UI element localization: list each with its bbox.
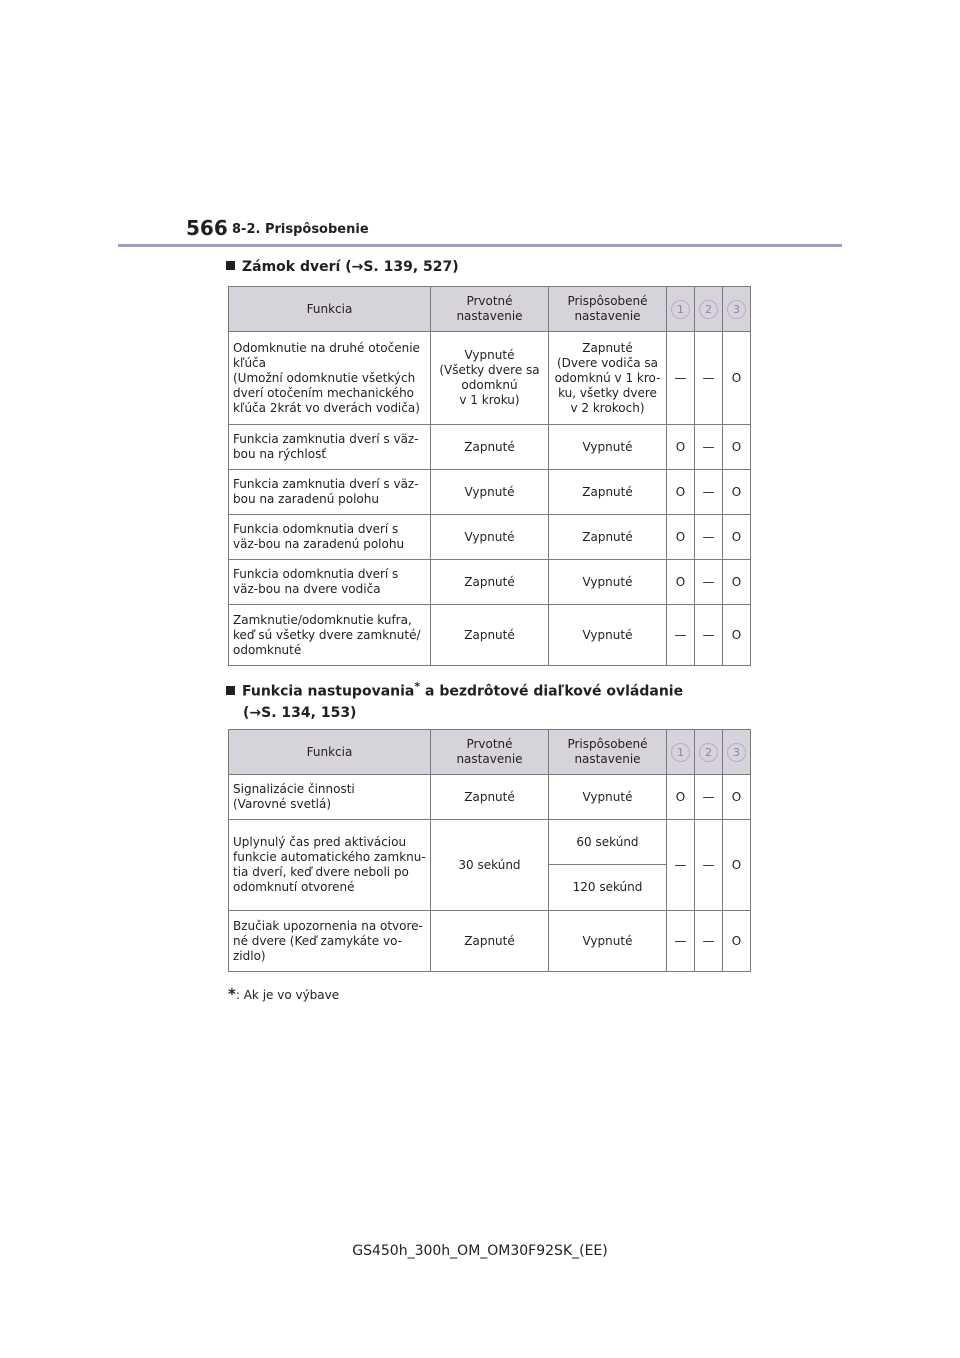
- number-circle-icon: 2: [699, 300, 718, 319]
- heading-paren: (: [243, 704, 250, 721]
- table-row: [229, 425, 751, 470]
- cell-default: Zapnuté: [431, 911, 549, 972]
- heading-reference: S. 139, 527): [363, 259, 459, 275]
- cell-mark-1: O: [667, 425, 695, 470]
- cell-custom: Vypnuté: [549, 605, 667, 666]
- footnote-text: : Ak je vo výbave: [235, 988, 340, 1002]
- footnote-star: *: [414, 680, 421, 693]
- cell-mark-3: O: [723, 332, 751, 425]
- cell-function: Funkcia odomknutia dverí s väz-bou na dvere vodiča: [229, 560, 431, 605]
- col-header-custom: Prispôsobené nastavenie: [549, 287, 667, 332]
- col-header-function: Funkcia: [229, 287, 431, 332]
- cell-mark-2: —: [695, 560, 723, 605]
- number-circle-icon: 3: [727, 300, 746, 319]
- table-row: [229, 515, 751, 560]
- table-row: [229, 332, 751, 425]
- col-header-custom: Prispôsobené nastavenie: [549, 730, 667, 775]
- chapter-title: 8-2. Prispôsobenie: [232, 222, 369, 237]
- cell-function: Uplynulý čas pred aktiváciou funkcie automatického zamknu-tia dverí, keď dvere neboli po odomknutí otvorené: [229, 820, 431, 911]
- door-lock-table: [228, 286, 751, 666]
- cell-default: Zapnuté: [431, 775, 549, 820]
- bullet-square: [226, 686, 235, 695]
- col-header-default: Prvotné nastavenie: [431, 730, 549, 775]
- cell-custom: Zapnuté: [549, 515, 667, 560]
- table-row: [229, 911, 751, 972]
- col-header-function: Funkcia: [229, 730, 431, 775]
- footer-code: GS450h_300h_OM_OM30F92SK_(EE): [352, 1243, 608, 1259]
- arrow-icon: →: [351, 259, 364, 275]
- table-row: [229, 605, 751, 666]
- cell-default: Vypnuté: [431, 515, 549, 560]
- cell-mark-2: —: [695, 425, 723, 470]
- header-rule: [118, 244, 842, 247]
- cell-mark-1: O: [667, 560, 695, 605]
- cell-custom: Zapnuté: [549, 470, 667, 515]
- heading-text: Zámok dverí (: [242, 259, 352, 275]
- col-header-1: [667, 287, 695, 332]
- section-heading-door-lock: [226, 257, 459, 278]
- arrow-icon: →: [249, 704, 262, 721]
- cell-mark-2: —: [695, 820, 723, 911]
- cell-mark-3: O: [723, 911, 751, 972]
- page-number: 566: [186, 216, 228, 240]
- cell-default: Vypnuté (Všetky dvere sa odomknú v 1 kroku): [431, 332, 549, 425]
- heading-text-cont: a bezdrôtové diaľkové ovládanie: [420, 683, 684, 700]
- section-heading-entry-function: [226, 676, 683, 724]
- cell-mark-3: O: [723, 560, 751, 605]
- cell-mark-3: O: [723, 820, 751, 911]
- cell-custom: Zapnuté (Dvere vodiča sa odomknú v 1 kro-ku, všetky dvere v 2 krokoch): [549, 332, 667, 425]
- cell-mark-1: O: [667, 470, 695, 515]
- cell-function: Bzučiak upozornenia na otvore-né dvere (Keď zamykáte vo-zidlo): [229, 911, 431, 972]
- cell-mark-2: —: [695, 775, 723, 820]
- heading-text: Funkcia nastupovania: [242, 683, 415, 700]
- number-circle-icon: 1: [671, 300, 690, 319]
- cell-custom: Vypnuté: [549, 775, 667, 820]
- table-row: [229, 775, 751, 820]
- cell-mark-1: O: [667, 515, 695, 560]
- cell-mark-3: O: [723, 605, 751, 666]
- table-row: [229, 820, 751, 865]
- cell-custom-a: 60 sekúnd: [549, 820, 667, 865]
- cell-mark-1: —: [667, 820, 695, 911]
- table-row: [229, 560, 751, 605]
- cell-default: Vypnuté: [431, 470, 549, 515]
- cell-mark-3: O: [723, 775, 751, 820]
- number-circle-icon: 3: [727, 743, 746, 762]
- cell-mark-3: O: [723, 425, 751, 470]
- cell-function: Odomknutie na druhé otočenie kľúča (Umožní odomknutie všetkých dverí otočením mechanického kľúča 2krát vo dverách vodiča): [229, 332, 431, 425]
- col-header-1: [667, 730, 695, 775]
- cell-custom: Vypnuté: [549, 425, 667, 470]
- cell-function: Funkcia odomknutia dverí s väz-bou na zaradenú polohu: [229, 515, 431, 560]
- cell-mark-1: —: [667, 911, 695, 972]
- col-header-2: [695, 287, 723, 332]
- cell-default: Zapnuté: [431, 425, 549, 470]
- cell-function: Funkcia zamknutia dverí s väz-bou na rýchlosť: [229, 425, 431, 470]
- number-circle-icon: 2: [699, 743, 718, 762]
- cell-mark-2: —: [695, 911, 723, 972]
- footnote: [228, 985, 339, 1003]
- cell-custom-b: 120 sekúnd: [549, 865, 667, 911]
- cell-custom: Vypnuté: [549, 560, 667, 605]
- bullet-square: [226, 261, 235, 270]
- table-header-row: [229, 730, 751, 775]
- cell-mark-2: —: [695, 515, 723, 560]
- cell-default: Zapnuté: [431, 560, 549, 605]
- col-header-3: [723, 730, 751, 775]
- col-header-2: [695, 730, 723, 775]
- table-header-row: [229, 287, 751, 332]
- cell-mark-3: O: [723, 515, 751, 560]
- cell-default: Zapnuté: [431, 605, 549, 666]
- cell-mark-2: —: [695, 470, 723, 515]
- table-row: [229, 470, 751, 515]
- cell-custom: Vypnuté: [549, 911, 667, 972]
- cell-function: Zamknutie/odomknutie kufra, keď sú všetky dvere zamknuté/ odomknuté: [229, 605, 431, 666]
- number-circle-icon: 1: [671, 743, 690, 762]
- col-header-default: Prvotné nastavenie: [431, 287, 549, 332]
- cell-mark-1: O: [667, 775, 695, 820]
- cell-mark-2: —: [695, 605, 723, 666]
- cell-function: Signalizácie činnosti (Varovné svetlá): [229, 775, 431, 820]
- cell-default: 30 sekúnd: [431, 820, 549, 911]
- col-header-3: [723, 287, 751, 332]
- cell-mark-1: —: [667, 332, 695, 425]
- footnote-star: *: [228, 985, 236, 1003]
- cell-mark-1: —: [667, 605, 695, 666]
- cell-mark-3: O: [723, 470, 751, 515]
- cell-mark-2: —: [695, 332, 723, 425]
- entry-function-table: [228, 729, 751, 972]
- heading-reference: S. 134, 153): [261, 704, 357, 721]
- cell-function: Funkcia zamknutia dverí s väz-bou na zaradenú polohu: [229, 470, 431, 515]
